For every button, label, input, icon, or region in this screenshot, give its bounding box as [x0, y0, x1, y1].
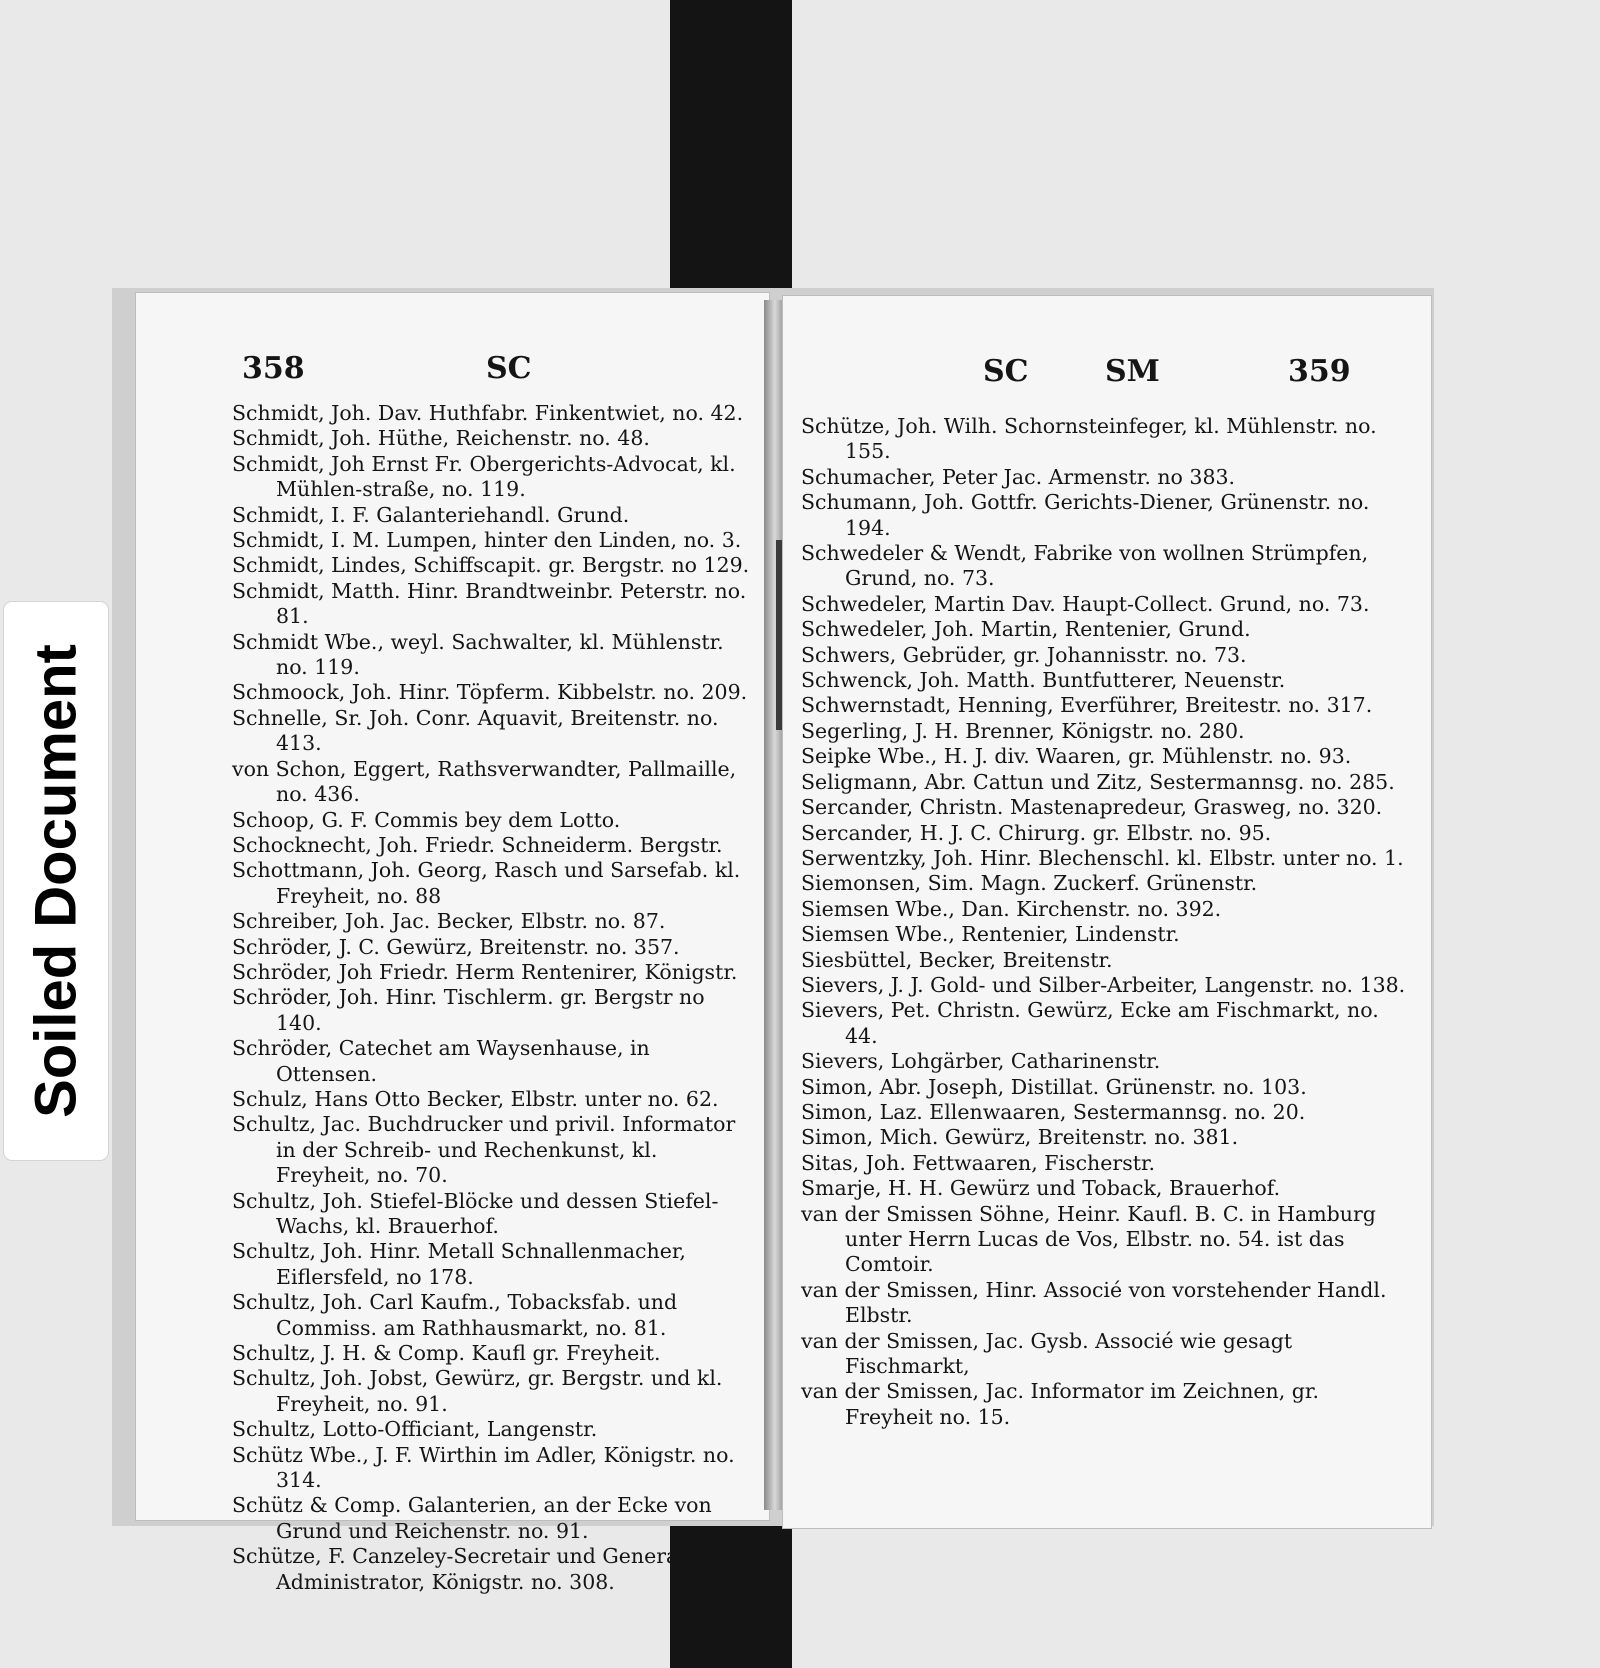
directory-entry: Schultz, Jac. Buchdrucker und privil. Informator in der Schreib- und Rechenkunst, kl. Freyheit, no. 70.: [232, 1112, 736, 1188]
directory-entry: Seipke Wbe., H. J. div. Waaren, gr. Mühlenstr. no. 93.: [801, 744, 1352, 769]
directory-entry: Siemsen Wbe., Rentenier, Lindenstr.: [801, 922, 1180, 947]
directory-entry: Schwenck, Joh. Matth. Buntfutterer, Neuenstr.: [801, 668, 1286, 693]
directory-entry: Sercander, H. J. C. Chirurg. gr. Elbstr. no. 95.: [801, 820, 1272, 845]
directory-entry: Schwedeler, Joh. Martin, Rentenier, Grund.: [801, 617, 1251, 642]
section-heading-2: SM: [1105, 354, 1160, 389]
directory-entry: Schreiber, Joh. Jac. Becker, Elbstr. no. 87.: [232, 909, 666, 934]
directory-entry: Simon, Laz. Ellenwaaren, Sestermannsg. no. 20.: [801, 1099, 1306, 1124]
directory-entry: Sercander, Christn. Mastenapredeur, Grasweg, no. 320.: [801, 795, 1383, 820]
directory-entry: Schoop, G. F. Commis bey dem Lotto.: [232, 807, 621, 832]
directory-entry: Schütze, Joh. Wilh. Schornsteinfeger, kl. Mühlenstr. no. 155.: [801, 414, 1377, 464]
directory-entry: van der Smissen, Jac. Gysb. Associé wie gesagt Fischmarkt,: [801, 1328, 1293, 1379]
directory-entry: Schröder, J. C. Gewürz, Breitenstr. no. 357.: [232, 934, 680, 959]
directory-entry: Schwedeler, Martin Dav. Haupt-Collect. Grund, no. 73.: [801, 591, 1370, 616]
directory-entry: Schmidt Wbe., weyl. Sachwalter, kl. Mühlenstr. no. 119.: [232, 629, 724, 680]
directory-entry: Schröder, Catechet am Waysenhause, in Ottensen.: [232, 1036, 650, 1086]
right-page: [783, 296, 1431, 1528]
directory-entry: Schmidt, Joh Ernst Fr. Obergerichts-Advocat, kl. Mühlen-straße, no. 119.: [232, 451, 736, 502]
directory-entry: Schröder, Joh. Hinr. Tischlerm. gr. Bergstr no 140.: [232, 985, 705, 1035]
entry-list: [801, 414, 1407, 1430]
directory-entry: Sievers, J. J. Gold- und Silber-Arbeiter, Langenstr. no. 138.: [801, 972, 1406, 997]
document-label: Soiled Document: [23, 644, 89, 1118]
directory-entry: Smarje, H. H. Gewürz und Toback, Brauerhof.: [801, 1176, 1281, 1201]
page-number: 358: [242, 351, 305, 386]
directory-entry: Schmidt, Joh. Dav. Huthfabr. Finkentwiet, no. 42.: [232, 401, 744, 425]
directory-entry: Schmidt, I. F. Galanteriehandl. Grund.: [232, 502, 630, 527]
directory-entry: Schwers, Gebrüder, gr. Johannisstr. no. 73.: [801, 642, 1247, 667]
directory-entry: Schmidt, Lindes, Schiffscapit. gr. Bergstr. no 129.: [232, 553, 750, 578]
directory-entry: Schottmann, Joh. Georg, Rasch und Sarsefab. kl. Freyheit, no. 88: [232, 858, 741, 908]
directory-entry: Sitas, Joh. Fettwaaren, Fischerstr.: [801, 1150, 1156, 1175]
directory-entry: Schmidt, Joh. Hüthe, Reichenstr. no. 48.: [232, 426, 650, 451]
directory-entry: Schnelle, Sr. Joh. Conr. Aquavit, Breitenstr. no. 413.: [232, 705, 719, 756]
directory-entry: Schultz, Joh. Jobst, Gewürz, gr. Bergstr. und kl. Freyheit, no. 91.: [232, 1366, 723, 1416]
directory-entry: Schwedeler & Wendt, Fabrike von wollnen Strümpfen, Grund, no. 73.: [801, 541, 1369, 591]
directory-entry: Schultz, Lotto-Officiant, Langenstr.: [232, 1417, 598, 1442]
section-heading: SC: [983, 354, 1029, 389]
directory-entry: Schütz & Comp. Galanterien, an der Ecke von Grund und Reichenstr. no. 91.: [232, 1493, 712, 1543]
directory-entry: Schütz Wbe., J. F. Wirthin im Adler, Königstr. no. 314.: [232, 1442, 735, 1493]
directory-entry: Schultz, Joh. Hinr. Metall Schnallenmacher, Eiflersfeld, no 178.: [232, 1239, 686, 1289]
directory-entry: Siesbüttel, Becker, Breitenstr.: [801, 947, 1113, 972]
directory-entry: Schultz, J. H. & Comp. Kaufl gr. Freyheit.: [232, 1341, 661, 1366]
directory-entry: Siemonsen, Sim. Magn. Zuckerf. Grünenstr.: [801, 871, 1258, 896]
section-heading: SC: [486, 351, 532, 386]
directory-entry: Schultz, Joh. Stiefel-Blöcke und dessen Stiefel-Wachs, kl. Brauerhof.: [232, 1188, 719, 1238]
directory-entry: Schumann, Joh. Gottfr. Gerichts-Diener, Grünenstr. no. 194.: [801, 490, 1370, 540]
entry-list: [232, 401, 755, 1595]
directory-entry: Seligmann, Abr. Cattun und Zitz, Sestermannsg. no. 285.: [801, 769, 1395, 794]
directory-entry: Sievers, Pet. Christn. Gewürz, Ecke am Fischmarkt, no. 44.: [801, 998, 1379, 1048]
directory-entry: Schocknecht, Joh. Friedr. Schneiderm. Bergstr.: [232, 832, 723, 857]
directory-entry: Schwernstadt, Henning, Everführer, Breitestr. no. 317.: [801, 693, 1373, 718]
page-number: 359: [1288, 354, 1351, 389]
directory-entry: Schmidt, I. M. Lumpen, hinter den Linden, no. 3.: [232, 528, 742, 553]
directory-entry: Schulz, Hans Otto Becker, Elbstr. unter no. 62.: [232, 1086, 719, 1111]
directory-entry: Schmoock, Joh. Hinr. Töpferm. Kibbelstr. no. 209.: [232, 680, 748, 705]
directory-entry: Serwentzky, Joh. Hinr. Blechenschl. kl. Elbstr. unter no. 1.: [801, 845, 1404, 870]
directory-entry: Segerling, J. H. Brenner, Königstr. no. 280.: [801, 718, 1245, 743]
directory-entry: Simon, Abr. Joseph, Distillat. Grünenstr. no. 103.: [801, 1074, 1307, 1099]
directory-entry: Simon, Mich. Gewürz, Breitenstr. no. 381.: [801, 1125, 1239, 1150]
document-label-tab: [4, 602, 108, 1160]
directory-entry: van der Smissen, Jac. Informator im Zeichnen, gr. Freyheit no. 15.: [801, 1379, 1319, 1429]
directory-entry: Schröder, Joh Friedr. Herm Rentenirer, Königstr.: [232, 959, 738, 984]
left-page: [136, 293, 769, 1594]
directory-entry: van der Smissen, Hinr. Associé von vorstehender Handl. Elbstr.: [801, 1277, 1387, 1328]
directory-entry: von Schon, Eggert, Rathsverwandter, Pallmaille, no. 436.: [232, 756, 737, 807]
directory-entry: Schumacher, Peter Jac. Armenstr. no 383.: [801, 464, 1236, 489]
directory-entry: Schmidt, Matth. Hinr. Brandtweinbr. Peterstr. no. 81.: [232, 578, 747, 629]
directory-entry: Siemsen Wbe., Dan. Kirchenstr. no. 392.: [801, 896, 1222, 921]
directory-entry: Sievers, Lohgärber, Catharinenstr.: [801, 1049, 1161, 1074]
directory-entry: Schütze, F. Canzeley-Secretair und General-Lotto Administrator, Königstr. no. 308.: [232, 1544, 747, 1594]
directory-entry: van der Smissen Söhne, Heinr. Kaufl. B. C. in Hamburg unter Herrn Lucas de Vos, Elbstr. no. 54. ist das Comtoir.: [801, 1201, 1376, 1277]
directory-entry: Schultz, Joh. Carl Kaufm., Tobacksfab. und Commiss. am Rathhausmarkt, no. 81.: [232, 1290, 678, 1340]
